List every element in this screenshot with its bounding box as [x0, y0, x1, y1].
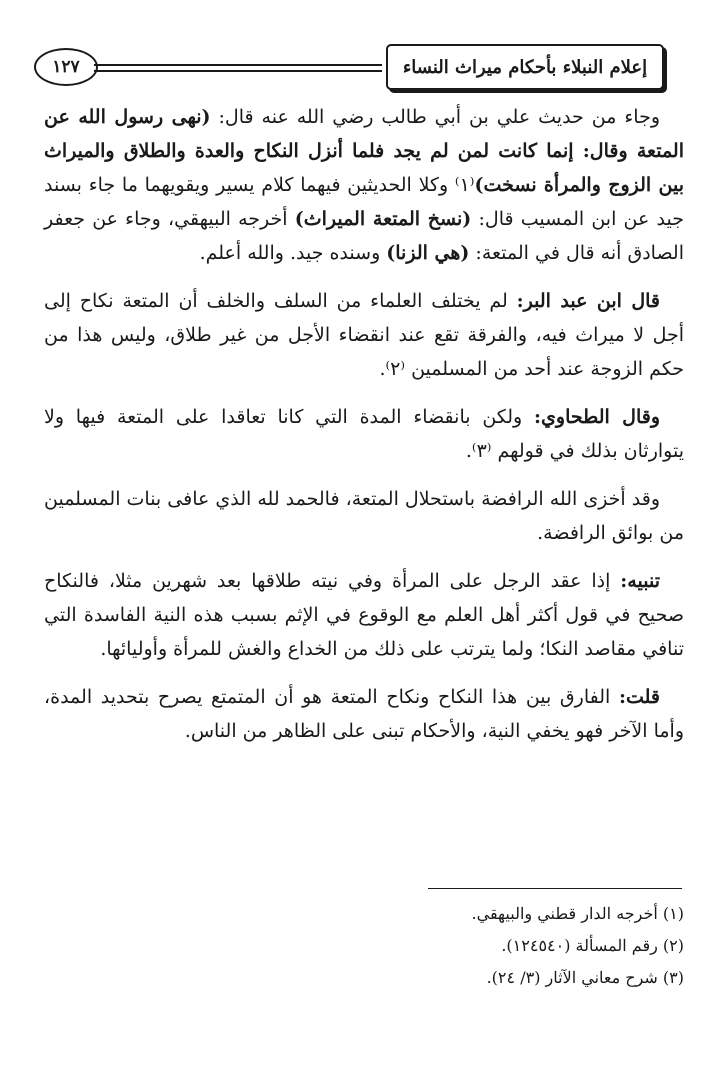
header-rule-top: [94, 64, 382, 66]
text-run: الفارق بين هذا النكاح ونكاح المتعة هو أن المتمتع يصرح بتحديد المدة، وأما الآخر فهو يخفي النية، والأحكام تبنى على الظاهر من الناس.: [44, 686, 684, 742]
footnote-separator: [428, 888, 682, 889]
speaker-label: وقال الطحاوي:: [534, 406, 661, 428]
paragraph-hadith: [44, 100, 684, 270]
book-title-box: [386, 44, 664, 90]
bold-quote: (نسخ المتعة الميراث): [294, 208, 472, 230]
book-title: إعلام النبلاء بأحكام ميراث النساء: [402, 56, 648, 78]
text-run: وسنده جيد. والله أعلم.: [199, 242, 387, 264]
paragraph-author-comment: [44, 680, 684, 748]
hadith-quote: (نهى رسول الله عن المتعة وقال: إنما كانت لمن لم يجد فلما أنزل النكاح والعدة والطلاق والميراث بين الزوج والمرأة نسخت): [44, 106, 685, 196]
page-header: [34, 44, 664, 94]
paragraph-tahawi: [44, 400, 684, 468]
footnote-1: (١) أخرجه الدار قطني والبيهقي.: [471, 904, 684, 923]
note-label: تنبيه:: [620, 570, 660, 592]
footnotes: [44, 898, 684, 994]
comment-label: قلت:: [618, 686, 660, 708]
header-rule-bottom: [94, 70, 382, 72]
paragraph-rafida: [44, 482, 684, 550]
bold-quote: (هي الزنا): [386, 242, 470, 264]
text-run: ⁽١⁾ وكلا الحديثين فيهما كلام يسير ويقويهما ما جاء بسند جيد عن ابن المسيب قال:: [44, 174, 684, 230]
paragraph-note: [44, 564, 684, 666]
text-run: وجاء من حديث علي بن أبي طالب رضي الله عنه قال:: [210, 106, 660, 128]
main-text: [44, 100, 684, 762]
footnote-3: (٣) شرح معاني الآثار (٣/ ٢٤).: [486, 968, 684, 987]
text-run: إذا عقد الرجل على المرأة وفي نيته طلاقها بعد شهرين مثلا، فالنكاح صحيح في قول أكثر أهل العلم مع الوقوع في الإثم بسبب هذه النية الفاسدة التي تنافي مقاصد النكا؛ ولما يترتب على ذلك من الخداع والغش للمرأة وأوليائها.: [44, 570, 684, 660]
text-run: ولكن بانقضاء المدة التي كانا تعاقدا على المتعة فيها ولا يتوارثان بذلك في قولهم ⁽٣⁾.: [44, 406, 684, 462]
speaker-label: قال ابن عبد البر:: [516, 290, 660, 312]
text-run: أخرجه البيهقي، وجاء عن جعفر الصادق أنه قال في المتعة:: [44, 208, 684, 264]
paragraph-ibn-abd-albarr: [44, 284, 684, 386]
page-number-badge: [34, 48, 98, 86]
text-run: لم يختلف العلماء من السلف والخلف أن المتعة نكاح إلى أجل لا ميراث فيه، والفرقة تقع عند انقضاء الأجل من غير طلاق، وليس هذا من حكم الزوجة عند أحد من المسلمين ⁽٢⁾.: [44, 290, 684, 380]
text-run: وقد أخزى الله الرافضة باستحلال المتعة، فالحمد لله الذي عافى بنات المسلمين من بوائق الرافضة.: [44, 488, 684, 544]
page-number: ١٢٧: [52, 57, 80, 77]
footnote-2: (٢) رقم المسألة (١٢٤٥٤٠).: [501, 936, 684, 955]
